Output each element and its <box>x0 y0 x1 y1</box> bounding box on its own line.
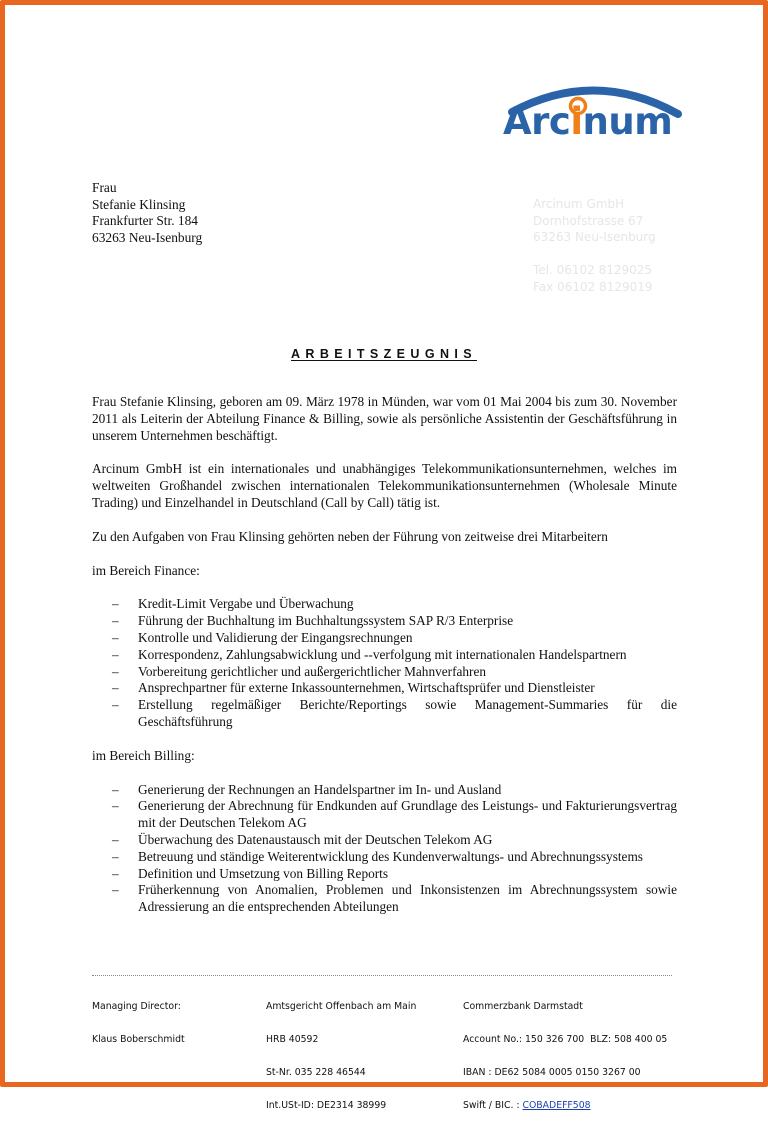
footer-bank <box>463 979 667 1122</box>
sender-line: Tel. 06102 8129025 <box>533 263 653 278</box>
list-item: – Generierung der Abrechnung für Endkunden auf Grundlage des Leistungs- und Fakturierungsvertrag mit der Deutschen Telekom AG <box>92 798 677 832</box>
list-item: – Generierung der Rechnungen an Handelspartner im In- und Ausland <box>92 782 677 799</box>
recipient-line: Frankfurter Str. 184 <box>92 213 198 229</box>
footer-line: Int.USt-ID: DE2314 38999 <box>266 1100 387 1111</box>
list-item: – Überwachung des Datenaustausch mit der Deutschen Telekom AG <box>92 832 677 849</box>
list-item: – Erstellung regelmäßiger Berichte/Reportings sowie Management-Summaries für die Geschäftsführung <box>92 697 677 731</box>
list-item: – Definition und Umsetzung von Billing Reports <box>92 866 677 883</box>
footer-line: HRB 40592 <box>266 1034 319 1045</box>
company-paragraph: Arcinum GmbH ist ein internationales und unabhängiges Telekommunikationsunternehmen, welches im weltweiten Großhandel zwischen internationalen Telekommunikationsunternehmen (Wholesale Minute Trading) und Einzelhandel in Deutschland (Call by Call) tätig ist. <box>92 461 677 510</box>
list-item: – Korrespondenz, Zahlungsabwicklung und --verfolgung mit internationalen Handelspartnern <box>92 647 677 664</box>
finance-heading: im Bereich Finance: <box>92 562 200 578</box>
recipient-line: Frau <box>92 180 117 195</box>
recipient-address <box>92 180 202 246</box>
footer-line: St-Nr. 035 228 46544 <box>266 1067 366 1078</box>
footer-line: Account No.: 150 326 700 BLZ: 508 400 05 <box>463 1034 668 1045</box>
footer-line: IBAN : DE62 5084 0005 0150 3267 00 <box>463 1067 641 1078</box>
recipient-line: Stefanie Klinsing <box>92 196 186 212</box>
footer-management <box>92 979 185 1056</box>
document-title: ARBEITSZEUGNIS <box>290 347 478 361</box>
swift-link[interactable]: COBADEFF508 <box>522 1100 591 1111</box>
footer-swift-line <box>463 1100 667 1111</box>
intro-paragraph: Frau Stefanie Klinsing, geboren am 09. März 1978 in Münden, war vom 01 Mai 2004 bis zum 30. November 2011 als Leiterin der Abteilung Finance & Billing, sowie als persönliche Assistentin der Geschäftsführung in unserem Unternehmen beschäftigt. <box>92 394 677 443</box>
recipient-line: 63263 Neu-Isenburg <box>92 229 203 245</box>
list-item: – Früherkennung von Anomalien, Problemen und Inkonsistenzen im Abrechnungssystem sowie Adressierung an die entsprechenden Abteilungen <box>92 882 677 916</box>
footer-registry <box>266 979 416 1122</box>
document-body <box>92 394 677 916</box>
sender-line: Arcinum GmbH <box>533 197 625 211</box>
footer-line: Managing Director: <box>92 1001 181 1012</box>
footer-line: Commerzbank Darmstadt <box>463 1001 583 1012</box>
list-item: – Führung der Buchhaltung im Buchhaltungssystem SAP R/3 Enterprise <box>92 613 677 630</box>
list-item: – Betreuung und ständige Weiterentwicklung des Kundenverwaltungs- und Abrechnungssystems <box>92 849 677 866</box>
billing-list <box>92 782 677 916</box>
sender-address <box>533 196 656 296</box>
sender-line: Dornhofstrasse 67 <box>533 213 644 228</box>
footer-line: Klaus Boberschmidt <box>92 1034 185 1045</box>
billing-heading: im Bereich Billing: <box>92 747 195 763</box>
footer-divider <box>92 975 672 976</box>
tasks-paragraph: Zu den Aufgaben von Frau Klinsing gehörten neben der Führung von zeitweise drei Mitarbeitern <box>92 528 608 544</box>
swift-label: Swift / BIC. : <box>463 1100 523 1111</box>
list-item: – Kontrolle und Validierung der Eingangsrechnungen <box>92 630 677 647</box>
sender-line: Fax 06102 8129019 <box>533 279 653 294</box>
footer-line: Amtsgericht Offenbach am Main <box>266 1001 417 1012</box>
list-item: – Kredit-Limit Vergabe und Überwachung <box>92 596 677 613</box>
list-item: – Vorbereitung gerichtlicher und außergerichtlicher Mahnverfahren <box>92 664 677 681</box>
logo-wordmark: Arcinum <box>503 100 673 143</box>
list-item: – Ansprechpartner für externe Inkassounternehmen, Wirtschaftsprüfer und Dienstleister <box>92 680 677 697</box>
finance-list <box>92 596 677 730</box>
sender-line: 63263 Neu-Isenburg <box>533 230 656 245</box>
